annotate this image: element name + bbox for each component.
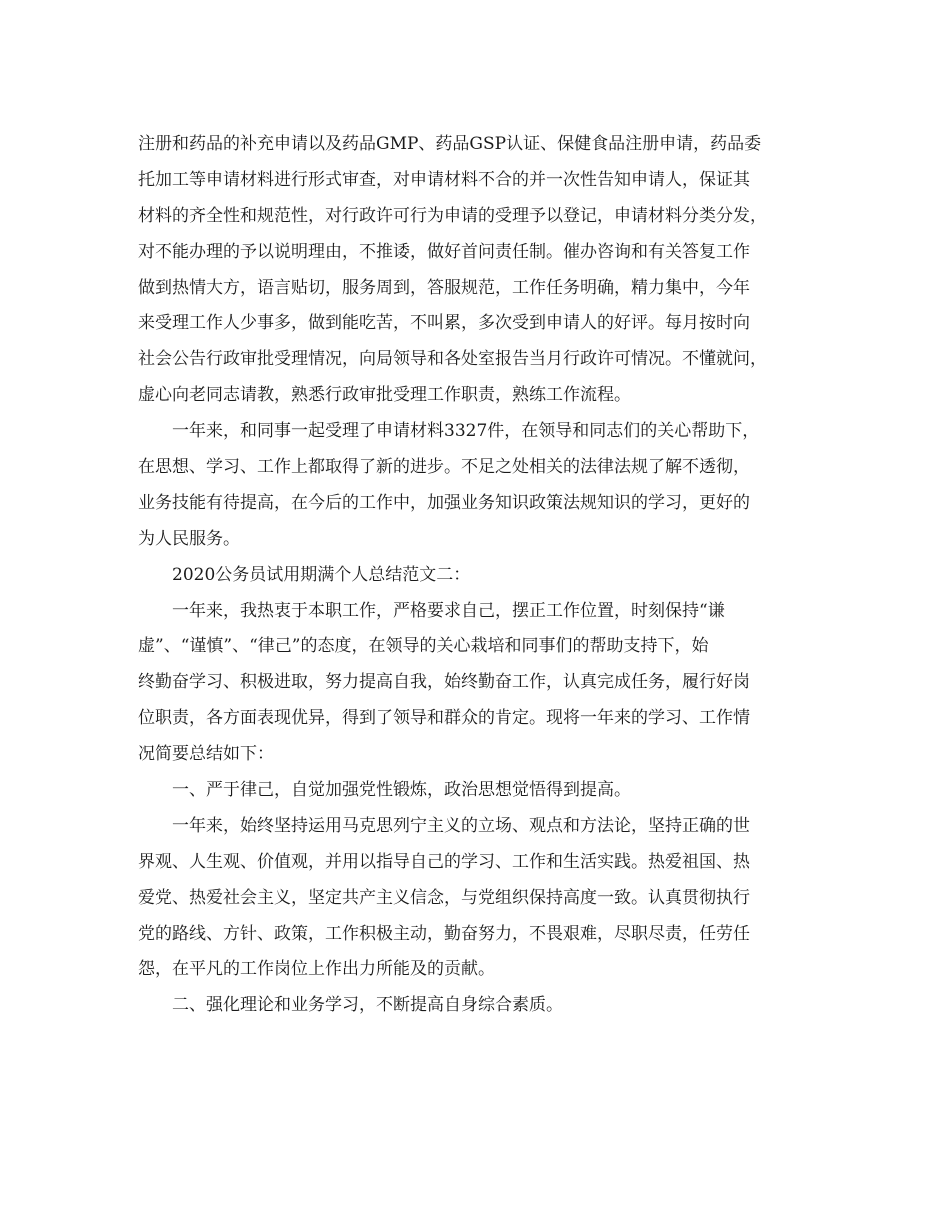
text-line: 二、强化理论和业务学习，不断提高自身综合素质。 xyxy=(172,995,563,1016)
text-line: 一年来，我热衷于本职工作，严格要求自己，摆正工作位置，时刻保持“谦 xyxy=(172,600,725,621)
text-line: 爱党、热爱社会主义，坚定共产主义信念，与党组织保持高度一致。认真贯彻执行 xyxy=(138,887,750,908)
text-line: 终勤奋学习、积极进取，努力提高自我，始终勤奋工作，认真完成任务，履行好岗 xyxy=(138,672,750,693)
text-line: 虚”、“谨慎”、“律己”的态度，在领导的关心栽培和同事们的帮助支持下，始 xyxy=(138,636,709,657)
text-line: 怨，在平凡的工作岗位上作出力所能及的贡献。 xyxy=(138,959,495,980)
text-line: 一年来，始终坚持运用马克思列宁主义的立场、观点和方法论，坚持正确的世 xyxy=(172,815,750,836)
text-line: 业务技能有待提高，在今后的工作中，加强业务知识政策法规知识的学习，更好的 xyxy=(138,492,750,513)
text-line: 来受理工作人少事多，做到能吃苦，不叫累，多次受到申请人的好评。每月按时向 xyxy=(138,313,750,334)
document-body xyxy=(138,127,814,1024)
text-line: 对不能办理的予以说明理由，不推诿，做好首问责任制。催办咨询和有关答复工作 xyxy=(138,241,750,262)
text-line: 界观、人生观、价值观，并用以指导自己的学习、工作和生活实践。热爱祖国、热 xyxy=(138,851,750,872)
text-line: 位职责，各方面表现优异，得到了领导和群众的肯定。现将一年来的学习、工作情 xyxy=(138,708,750,729)
text-line: 社会公告行政审批受理情况，向局领导和各处室报告当月行政许可情况。不懂就问， xyxy=(138,349,767,370)
text-line: 虚心向老同志请教，熟悉行政审批受理工作职责，熟练工作流程。 xyxy=(138,385,631,406)
text-line: 一年来，和同事一起受理了申请材料3327件，在领导和同志们的关心帮助下， xyxy=(172,421,760,442)
text-line: 材料的齐全性和规范性，对行政许可行为申请的受理予以登记，申请材料分类分发， xyxy=(138,205,767,226)
text-line: 一、严于律己，自觉加强党性锻炼，政治思想觉悟得到提高。 xyxy=(172,780,631,801)
text-line: 做到热情大方，语言贴切，服务周到，答服规范，工作任务明确，精力集中，今年 xyxy=(138,277,750,298)
text-line: 托加工等申请材料进行形式审查，对申请材料不合的并一次性告知申请人，保证其 xyxy=(138,169,750,190)
text-line: 注册和药品的补充申请以及药品GMP、药品GSP认证、保健食品注册申请，药品委 xyxy=(138,134,762,154)
text-line: 2020公务员试用期满个人总结范文二： xyxy=(172,564,471,585)
text-line: 况简要总结如下： xyxy=(138,744,274,765)
text-line: 党的路线、方针、政策，工作积极主动，勤奋努力，不畏艰难，尽职尽责，任劳任 xyxy=(138,923,750,944)
text-line: 在思想、学习、工作上都取得了新的进步。不足之处相关的法律法规了解不透彻， xyxy=(138,457,750,478)
text-line: 为人民服务。 xyxy=(138,528,240,549)
